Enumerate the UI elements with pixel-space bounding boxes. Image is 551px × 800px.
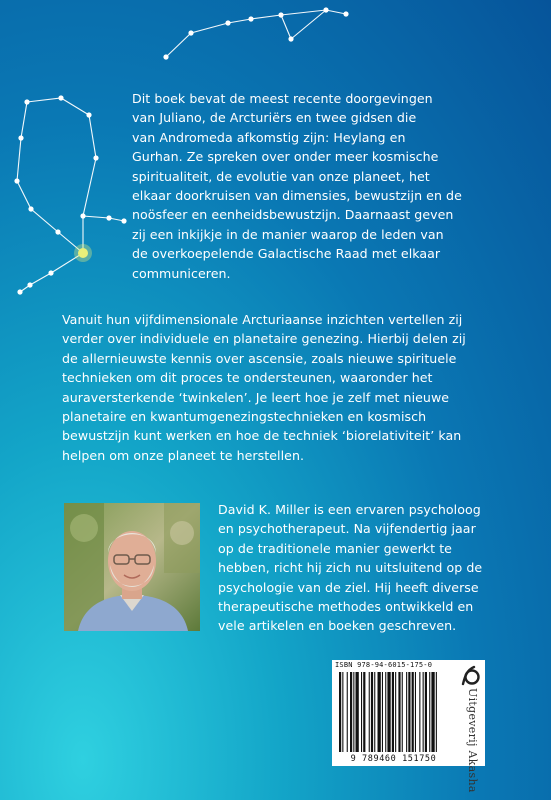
text-line: Gurhan. Ze spreken over onder meer kosmische — [132, 149, 439, 165]
text-line: en psychotherapeut. Na vijfendertig jaar — [218, 521, 476, 537]
text-line: hebben, richt hij zich nu uitsluitend op de — [218, 560, 483, 576]
text-line: technieken om dit proces te ondersteunen, waaronder het — [62, 370, 433, 386]
barcode-digits: 9 789460 151750 — [350, 754, 437, 764]
author-portrait-icon — [64, 503, 200, 631]
author-bio — [218, 500, 482, 636]
text-line: verder over individuele en planetaire genezing. Hierbij delen zij — [62, 331, 466, 347]
text-line: bewustzijn kunt werken en hoe de techniek ‘biorelativiteit’ kan — [62, 428, 462, 444]
text-line: therapeutische methodes ontwikkeld en — [218, 599, 474, 615]
text-line: de allernieuwste kennis over ascensie, zoals nieuwe spirituele — [62, 350, 457, 366]
akasha-logo-icon — [459, 664, 481, 686]
text-line: Vanuit hun vijfdimensionale Arcturiaanse inzichten vertellen zij — [62, 312, 463, 327]
text-line: vele artikelen en boeken geschreven. — [218, 618, 457, 634]
text-line: helpen om onze planeet te herstellen. — [62, 447, 305, 463]
publisher-name: Uitgeverij Akasha — [466, 688, 479, 793]
author-portrait — [64, 503, 200, 631]
text-line: zij een inkijkje in de manier waarop de leden van — [132, 226, 444, 242]
highlight-star-icon — [78, 248, 88, 258]
text-line: op de traditionele manier gewerkt te — [218, 540, 452, 556]
text-line: elkaar doorkruisen van dimensies, bewustzijn en de — [132, 188, 462, 204]
text-line: auraversterkende ‘twinkelen’. Je leert hoe je zelf met nieuwe — [62, 389, 450, 405]
text-line: psychologie van de ziel. Hij heeft diverse — [218, 579, 479, 595]
text-line: de overkoepelende Galactische Raad met elkaar — [132, 246, 441, 262]
text-line: noösfeer en eenheidsbewustzijn. Daarnaast geven — [132, 207, 454, 223]
text-line: communiceren. — [132, 265, 231, 281]
description-paragraph-2 — [62, 310, 466, 465]
text-line: spiritualiteit, de evolutie van onze planeet, het — [132, 168, 430, 184]
text-line: Dit boek bevat de meest recente doorgevingen — [132, 91, 433, 106]
text-line: van Juliano, de Arcturiërs en twee gidsen die — [132, 110, 417, 126]
isbn-barcode — [332, 660, 455, 766]
text-line: planetaire en kwantumgenezingstechnieken en kosmisch — [62, 409, 427, 425]
description-paragraph-1 — [132, 89, 462, 283]
text-line: van Andromeda afkomstig zijn: Heylang en — [132, 129, 406, 145]
isbn-label: ISBN 978-94-6015-175-0 — [335, 661, 433, 669]
publisher-imprint — [455, 660, 485, 793]
barcode-icon — [335, 672, 452, 754]
text-line: David K. Miller is een ervaren psycholoog — [218, 502, 481, 517]
